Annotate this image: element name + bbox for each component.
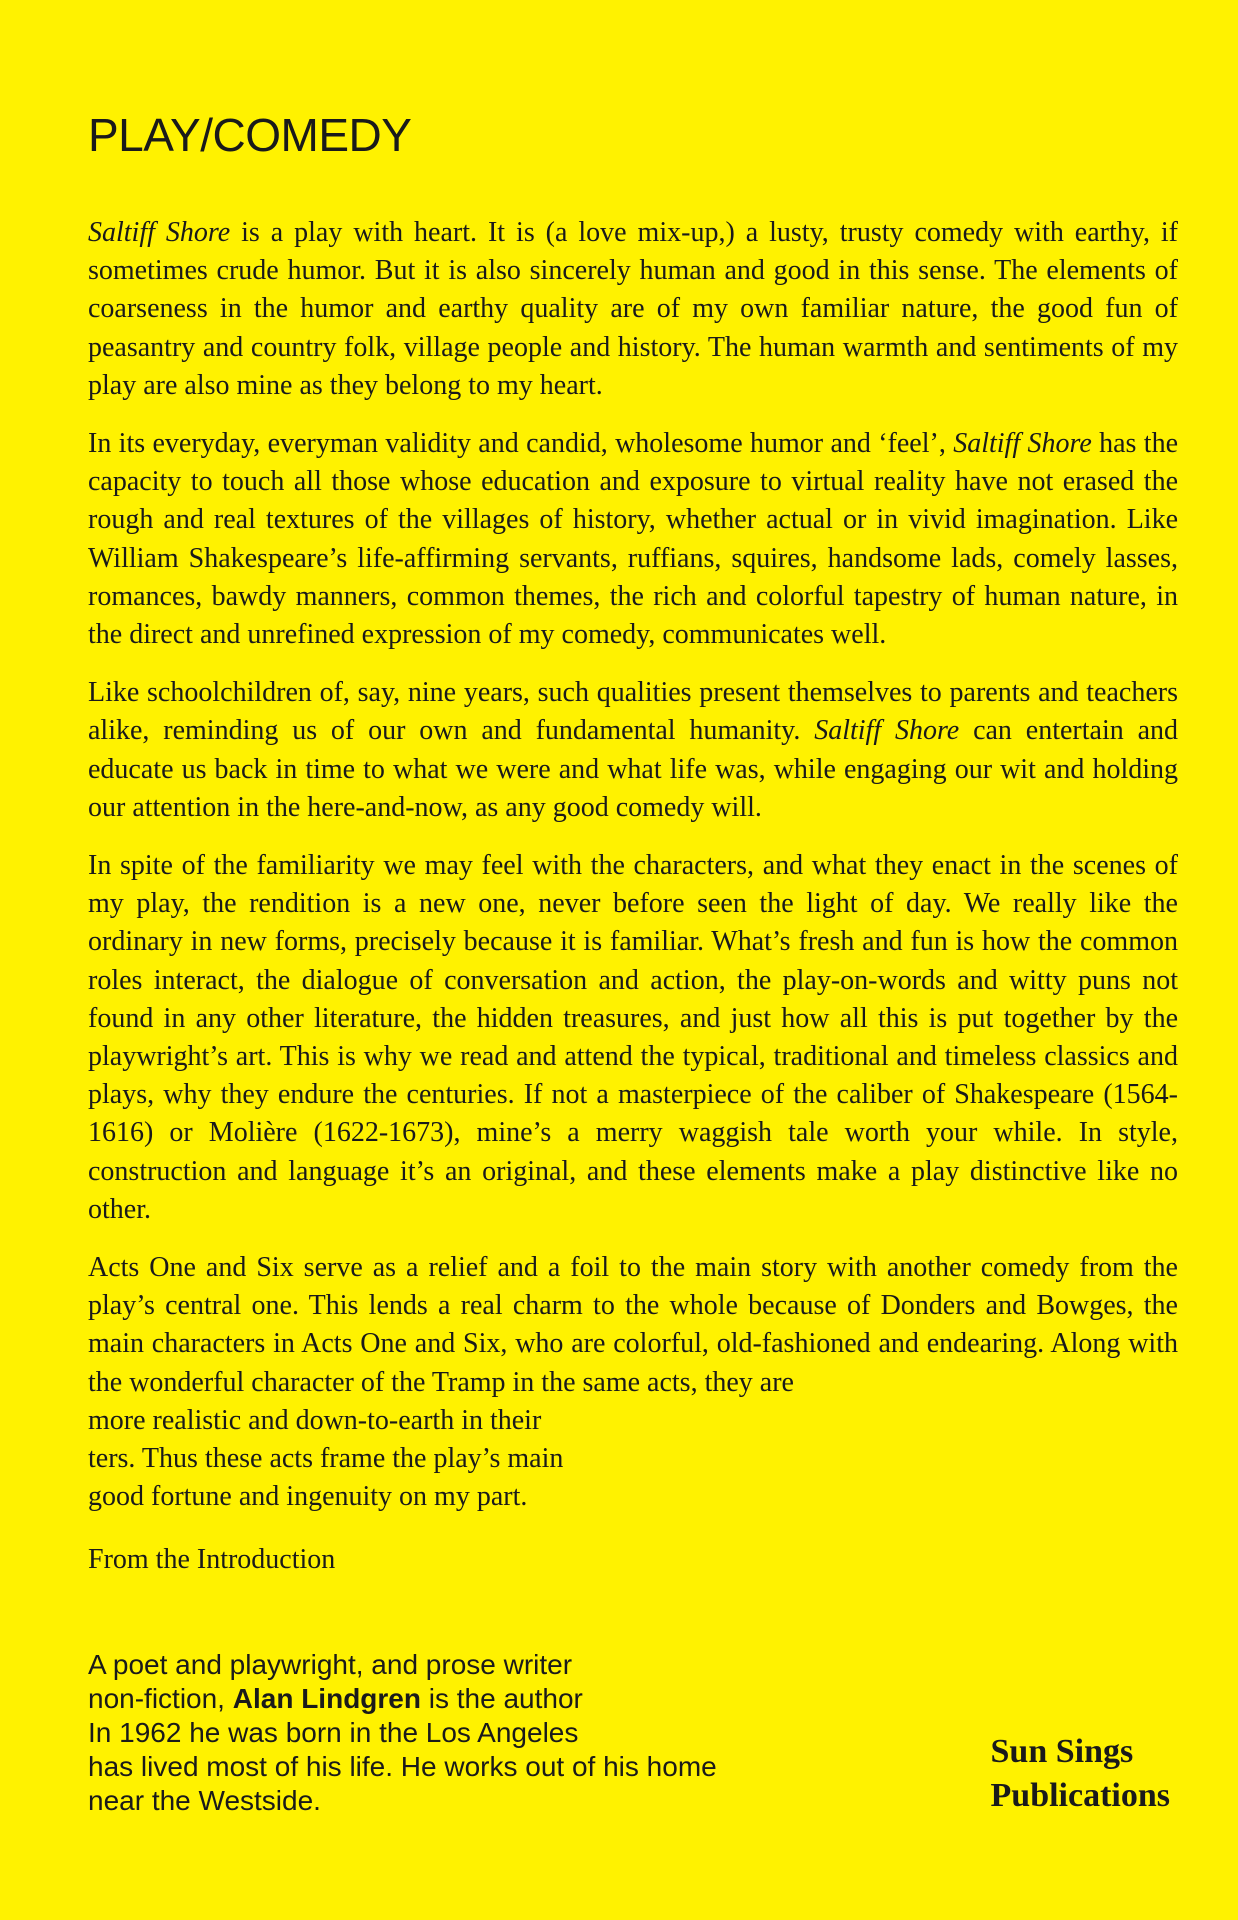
paragraph-2 (88, 425, 1178, 654)
bio-line (88, 1682, 928, 1716)
fragment-line: ters. Thus these acts frame the play’s main (88, 1443, 564, 1475)
paragraph-4 (88, 847, 1178, 1229)
paragraph-5 (88, 1249, 1178, 1402)
paragraph-3 (88, 674, 1178, 827)
paragraph-text: Acts One and Six serve as a relief and a foil to the main story with another comedy from the play’s central one. This lends a real charm to the whole because of Donders and Bowges, the main characters in Acts One and Six, who are colorful, old-fashioned and endearing. Along with the wonderful character of the Tramp in the same acts, they are (88, 1252, 1178, 1398)
paragraph-5-continuation (88, 1402, 648, 1517)
bio-text: non-fiction, (88, 1683, 233, 1714)
bio-text: is the author (420, 1683, 583, 1714)
publisher-logo-text (991, 1730, 1170, 1818)
bio-line: A poet and playwright, and prose writer (88, 1649, 573, 1680)
publisher-line: Publications (990, 1777, 1170, 1814)
paragraph-text: is a play with heart. It is (a love mix-up,) a lusty, trusty comedy with earthy, if sometimes crude humor. But it is also sincerely human and good in this sense. The elements of coarseness in the humor and earthy quality are of my own familiar nature, the good fun of peasantry and country folk, village people and history. The human warmth and sentiments of my play are also mine as they belong to my heart. (88, 217, 1179, 401)
publisher-line: Sun Sings (990, 1733, 1134, 1770)
paragraph-text: In its everyday, everyman validity and candid, wholesome humor and ‘feel’, (88, 428, 954, 460)
fragment-line: good fortune and ingenuity on my part. (88, 1481, 528, 1513)
paragraph-text: Like schoolchildren of, say, nine years, such qualities present themselves to parents and teachers alike, reminding us of our own and fundamental humanity. (88, 677, 1178, 747)
play-title: Saltiff Shore (814, 715, 960, 747)
bio-line: near the Westside. (88, 1785, 321, 1816)
bio-line: has lived most of his life. He works out of his home (88, 1751, 717, 1782)
play-title: Saltiff Shore (953, 428, 1092, 460)
paragraph-text: has the capacity to touch all those whose education and exposure to virtual reality have not erased the rough and real textures of the villages of history, whether actual or in vivid imagination. Like William Shakespeare’s life-affirming servants, ruffians, squires, handsome lads, comely lasses, romances, bawdy manners, common themes, the rich and colorful tapestry of human nature, in the direct and unrefined expression of my comedy, communicates well. (88, 428, 1179, 651)
play-title: Saltiff Shore (88, 217, 231, 248)
author-name: Alan Lindgren (232, 1683, 421, 1714)
bio-line: In 1962 he was born in the Los Angeles (88, 1717, 579, 1748)
source-attribution: From the Introduction (88, 1543, 336, 1575)
paragraph-text: In spite of the familiarity we may feel with the characters, and what they enact in the scenes of my play, the rendition is a new one, never before seen the light of day. We really like the ordinary in new forms, precisely because it is familiar. What’s fresh and fun is how the common roles interact, the dialogue of conversation and action, the play-on-words and witty puns not found in any other literature, the hidden treasures, and just how all this is put together by the playwright’s art. This is why we read and attend the typical, traditional and timeless classics and plays, why they endure the centuries. If not a masterpiece of the caliber of Shakespeare (1564-1616) or Molière (1622-1673), mine’s a merry waggish tale worth your while. In style, construction and language it’s an original, and these elements make a play distinctive like no other. (88, 850, 1178, 1225)
paragraph-1 (88, 214, 1178, 405)
fragment-line: more realistic and down-to-earth in their (88, 1404, 542, 1436)
page-title: PLAY/COMEDY (88, 109, 412, 161)
author-bio (88, 1648, 928, 1818)
paragraph-text: can entertain and educate us back in time to what we were and what life was, while engaging our wit and holding our attention in the here-and-now, as any good comedy will. (88, 715, 1178, 823)
description-body (88, 214, 1178, 1579)
